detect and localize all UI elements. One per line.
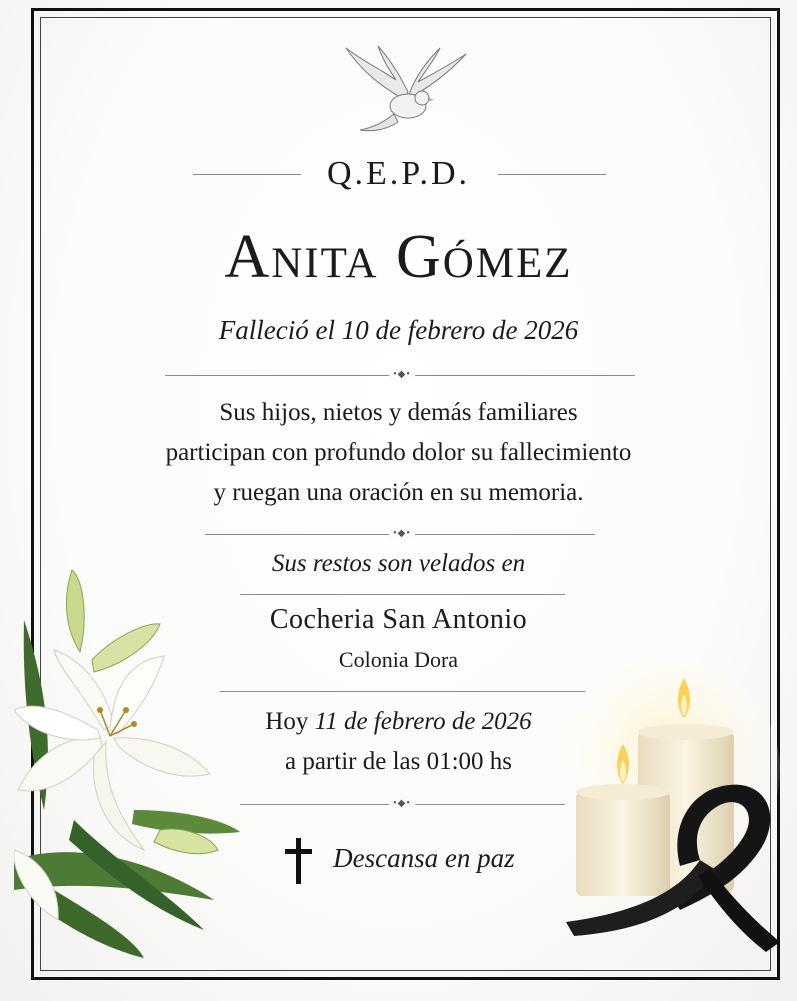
qepd-heading: Q.E.P.D. xyxy=(326,155,471,192)
venue-location: Colonia Dora xyxy=(338,647,459,672)
venue-bottom-rule xyxy=(220,691,585,692)
death-date: Falleció el 10 de febrero de 2026 xyxy=(218,315,579,345)
divider-dots-1: •◆• xyxy=(389,370,415,380)
venue-top-rule xyxy=(240,594,565,595)
wake-date-value: 11 de febrero de 2026 xyxy=(314,708,532,735)
candles xyxy=(560,660,782,960)
divider-dots-3: •◆• xyxy=(389,799,415,809)
wake-date-prefix: Hoy xyxy=(265,708,309,735)
lily-flowers xyxy=(14,560,244,960)
venue-name: Cocheria San Antonio xyxy=(269,604,528,635)
wake-intro: Sus restos son velados en xyxy=(271,550,526,577)
closing-text: Descansa en paz xyxy=(333,843,515,874)
divider-dots-2: •◆• xyxy=(389,529,415,539)
deceased-name: Anita Gómez xyxy=(224,223,573,291)
message-line-3: y ruegan una oración en su memoria. xyxy=(213,479,584,506)
dove-icon xyxy=(338,40,474,140)
cross-icon xyxy=(282,836,316,886)
family-message xyxy=(0,393,797,513)
message-line-2: participan con profundo dolor su fallecimiento xyxy=(165,439,632,466)
wake-time: a partir de las 01:00 hs xyxy=(284,748,513,775)
message-line-1: Sus hijos, nietos y demás familiares xyxy=(219,399,578,426)
